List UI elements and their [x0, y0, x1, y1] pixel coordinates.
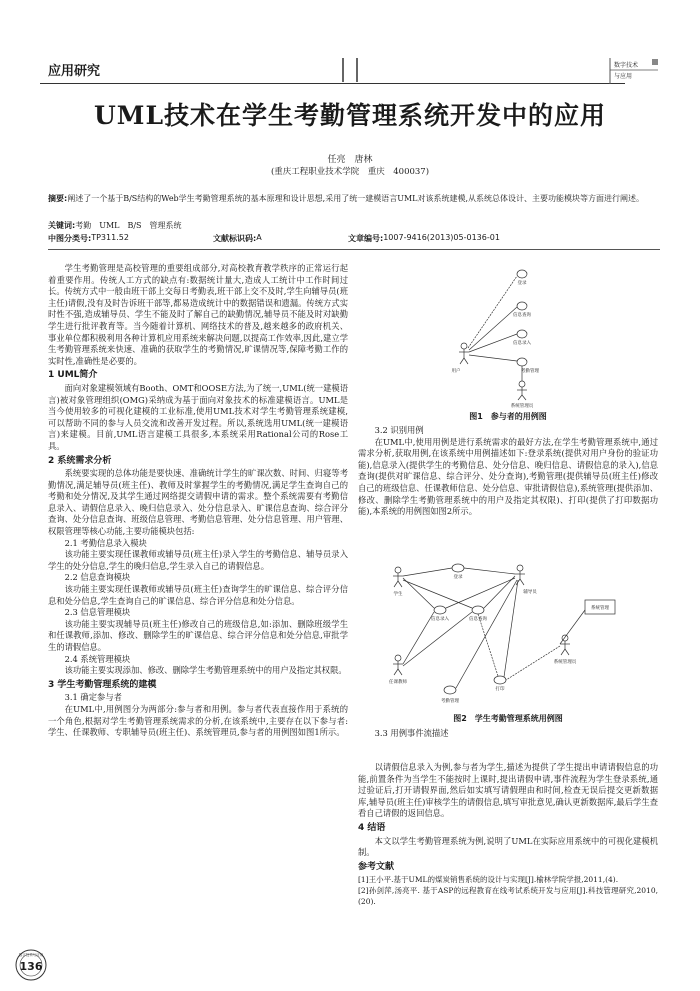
- keywords-text: 考勤 UML B/S 管理系统: [75, 221, 182, 230]
- uc-login-ellipse: [517, 270, 527, 278]
- clc-label: 中图分类号:: [48, 234, 92, 243]
- section-label: 应用研究: [48, 64, 101, 79]
- figure-1-caption: 图1 参与者的用例图: [469, 412, 547, 421]
- actor-admin-label: 系统管理员: [510, 404, 534, 408]
- subsection-heading: 3.2 识别用例: [374, 425, 424, 435]
- journal-logo-line2: 与应用: [614, 73, 633, 80]
- journal-logo-line1: 数字技术: [614, 62, 639, 69]
- abstract-text: 阐述了一个基于B/S结构的Web学生考勤管理系统的基本原理和设计思想,采用了统一建模语言UML对该系统建模,从系统总体设计、主要功能模块等方面进行阐述。: [67, 194, 645, 203]
- uc-entry-label: 信息录入: [431, 617, 449, 622]
- actor-student-label: 学生: [393, 592, 403, 597]
- header-divider: [342, 58, 344, 82]
- actor-user-label: 用户: [451, 369, 461, 374]
- actor-admin-head: [519, 381, 525, 387]
- paragraph: 在UML中,使用用例是进行系统需求的最好方法,在学生考勤管理系统中,通过需求分析,获取用例,在该系统中用例描述如下:登录系统(提供对用户身份的验证功能),信息录入(提供学生的考勤信息、处分信息、晚归信息、请假信息的录入),信息查询(提供对旷课信息、综合评分、处分查询),考勤管理(提供辅导员(班主任)修改自己的班级信息、任课教师信息、处分信息、审批请假信息),系统管理(提供添加、修改、删除学生考勤管理系统中的用户及指定其权限)、打印(提供了打印数据功能),本系统的用例图如图2所示。: [358, 436, 658, 517]
- uc-print-ellipse: [494, 676, 506, 684]
- reference-item: [2]孙剑萍,汤亮平. 基于ASP的远程教育在线考试系统开发与应用[J].科技管理研究,2010,(20).: [358, 886, 658, 907]
- section-heading: 2 系统需求分析: [48, 455, 112, 466]
- authors: 任亮 唐林: [327, 155, 373, 165]
- header-divider: [356, 58, 358, 82]
- paragraph: 该功能主要实现任课教师或辅导员(班主任)查询学生的旷课信息、综合评分信息和处分信息,学生查询自己的旷课信息、综合评分信息和处分信息。: [48, 584, 348, 606]
- uc-system-label: 系统管理: [591, 606, 609, 611]
- actor-student-head: [395, 567, 401, 573]
- intro-paragraph: 学生考勤管理是高校管理的重要组成部分,对高校教育教学秩序的正常运行起着重要作用。传统人工方式的缺点有:数据统计量大,造成人工统计中工作时间过长。传统方式中一般由班干部上交每日考勤表,班干部上交不及时,学生向辅导员(班主任)请假,没有及时告诉班干部等,都易造成统计中的数据错误和遗漏。传统方式实时性不强,造成辅导员、学生不能及时了解自己的缺勤情况,辅导员不能及时对缺勤学生进行批评教育等。当今随着计算机、网络技术的普及,越来越多的政府机关、事业单位都积极利用各种计算机应用系统来解决问题,以提高工作效率,因此,建立学生考勤管理系统来快速、准确的获取学生的考勤情况,旷课情况等,保障考勤工作的实时性,准确性是必要的。: [48, 263, 348, 366]
- paragraph: 该功能主要实现辅导员(班主任)修改自己的班级信息,如:添加、删除班级学生和任课教师,添加、修改、删除学生的旷课信息、综合评分信息和处分信息,审批学生的请假信息。: [48, 618, 348, 652]
- uc-manage-ellipse: [444, 686, 456, 694]
- subsection-heading: 3.1 确定参与者: [64, 692, 122, 703]
- paragraph: 本文以学生考勤管理系统为例,说明了UML在实际应用系统中的可视化建模机制。: [358, 835, 658, 858]
- doc-label: 文献标识码:: [213, 234, 257, 243]
- uc-login-ellipse: [452, 564, 464, 572]
- uc-entry-ellipse: [434, 606, 446, 614]
- meta-rule: [48, 249, 660, 250]
- clc-value: TP311.52: [91, 233, 129, 242]
- actor-counselor-head: [517, 565, 523, 571]
- paper-title: UML技术在学生考勤管理系统开发中的应用: [93, 101, 607, 130]
- paragraph: 该功能主要实现任课教师或辅导员(班主任)录入学生的考勤信息、辅导员录入学生的处分信息,学生的晚归信息,学生录入自己的请假信息。: [48, 549, 348, 571]
- header-rule: [40, 83, 625, 84]
- right-column-middle: [358, 728, 658, 740]
- keywords: [48, 220, 660, 231]
- uc-query-label: 信息查询: [469, 617, 487, 622]
- uc-login-label: 登录: [517, 281, 527, 286]
- actor-teacher-head: [395, 655, 401, 661]
- affiliation: (重庆工程职业技术学院 重庆 400037): [270, 167, 430, 177]
- article-value: 1007-9416(2013)05-0136-01: [383, 233, 500, 242]
- right-column-top: [358, 425, 658, 518]
- actor-user-head: [461, 343, 467, 349]
- article-label: 文章编号:: [348, 234, 384, 243]
- uc-manage-label: 考勤管理: [521, 369, 539, 374]
- actor-teacher-label: 任课教师: [389, 680, 407, 685]
- figure-1-use-case-diagram: [440, 262, 580, 408]
- figure-2-caption: 图2 学生考勤管理系统用例图: [453, 714, 563, 723]
- keywords-label: 关键词:: [48, 221, 76, 230]
- page-number: 136: [19, 960, 43, 973]
- uc-entry-label: 信息录入: [513, 341, 531, 346]
- uc-manage-ellipse: [517, 358, 527, 366]
- journal-logo: [600, 58, 660, 84]
- references-heading: 参考文献: [358, 861, 395, 872]
- paragraph: 在UML中,用例图分为两部分:参与者和用例。参与者代表直接作用于系统的一个角色,根据对学生考勤管理系统需求的分析,在该系统中,主要存在以下参与者:学生、任课教师、专职辅导员(班主任)、系统管理员,参与者的用例图如图1所示。: [48, 703, 348, 738]
- paragraph: 面向对象建模领域有Booth、OMT和OOSE方法,为了统一,UML(统一建模语言)被对象管理组织(OMG)采纳成为基于面向对象技术的标准建模语言。UML是当今使用较多的可视化建模的工业标准,使用UML技术对学生考勤管理系统建模,可以帮助不同的参与人员交流和改善开发过程。所以,系统选用UML(统一建模语言)来建模。目前,UML语言建模工具很多,本系统采用Rational公司的Rose工具。: [48, 382, 348, 451]
- uc-manage-label: 考勤管理: [441, 699, 459, 704]
- uc-query-ellipse: [517, 302, 527, 310]
- uc-query-ellipse: [472, 606, 484, 614]
- left-column: [48, 263, 348, 739]
- doc-value: A: [256, 233, 262, 242]
- subsection-heading: 2.2 信息查询模块: [64, 572, 131, 583]
- abstract-label: 摘要:: [48, 194, 68, 203]
- actor-counselor-label: 辅导员: [523, 590, 537, 595]
- uc-query-label: 信息查询: [513, 313, 531, 318]
- page-badge-text: 数字技术与应用: [18, 953, 44, 957]
- subsection-heading: 2.3 信息管理模块: [64, 607, 131, 618]
- figure-2-system-use-case-diagram: [380, 540, 640, 710]
- reference-item: [1]王小平.基于UML的煤炭销售系统的设计与实现[J].榆林学院学报,2011,(4).: [358, 875, 619, 885]
- paragraph: 以请假信息录入为例,参与者为学生,描述为提供了学生提出申请请假信息的功能,前置条件为当学生不能按时上课时,提出请假申请,事件流程为学生登录系统,通过验证后,打开请假界面,然后如实填写请假理由和时间,检查无误后提交更新数据库,辅导员(班主任)审核学生的请假信息,填写审批意见,确认更新数据库,最后学生查看自己请假的返回信息。: [358, 762, 658, 819]
- paragraph: 该功能主要实现添加、修改、删除学生考勤管理系统中的用户及指定其权限。: [64, 665, 347, 676]
- subsection-heading: 2.4 系统管理模块: [64, 653, 131, 664]
- uc-login-label: 登录: [453, 575, 463, 580]
- section-heading: 4 结语: [358, 822, 386, 833]
- section-heading: 1 UML简介: [48, 370, 98, 381]
- actor-admin-label: 系统管理员: [553, 660, 577, 665]
- subsection-heading: 3.3 用例事件流描述: [374, 728, 449, 738]
- paragraph: 系统要实现的总体功能是要快速、准确统计学生的旷课次数、时间、归寝等考勤情况,满足辅导员(班主任)、教师及时掌握学生的考勤情况,满足学生查询自己的考勤和处分情况,及其学生通过网络提交请假申请的需求。整个系统需要有考勤信息录入、请假信息录入、晚归信息录入、处分信息录入、旷课信息查询、综合评分查询、处分信息查询、班级信息管理、考勤信息管理、处分信息管理、用户管理、权限管理等核心功能,主要功能模块包括:: [48, 468, 348, 537]
- section-heading: 3 学生考勤管理系统的建模: [48, 679, 157, 690]
- abstract: [48, 193, 660, 205]
- uc-print-label: 打印: [495, 687, 505, 692]
- subsection-heading: 2.1 考勤信息录入模块: [64, 537, 147, 548]
- uc-entry-ellipse: [517, 330, 527, 338]
- right-column-bottom: [358, 762, 658, 907]
